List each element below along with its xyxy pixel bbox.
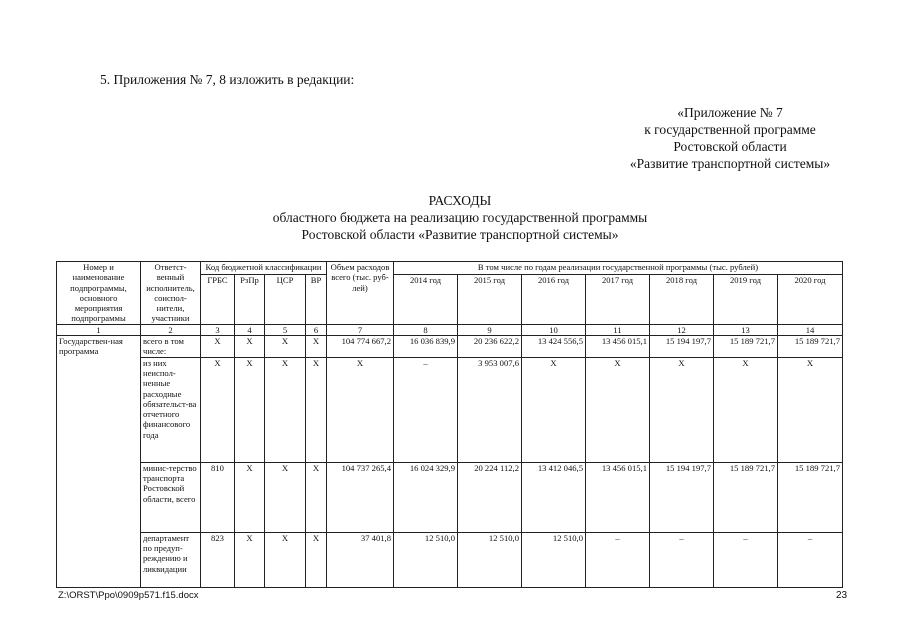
header-vr: ВР [306,274,327,324]
title-line: РАСХОДЫ [428,193,492,208]
header-year-2020: 2020 год [778,274,843,324]
column-number: 3 [201,324,235,335]
year-value-cell: Х [650,357,714,462]
year-value-cell: Х [714,357,778,462]
vr-cell: Х [306,336,327,358]
header-budget-classification: Код бюджетной классификации [201,262,327,275]
year-value-cell: 15 189 721,7 [778,462,843,532]
total-cell: 104 774 667,2 [327,336,394,358]
appendix-line: «Приложение № 7 [677,105,783,120]
header-csr: ЦСР [265,274,306,324]
column-number: 8 [394,324,458,335]
expenses-table [56,261,843,588]
table-row [57,336,843,358]
year-value-cell: – [778,532,843,587]
header-year-2014: 2014 год [394,274,458,324]
year-value-cell: – [714,532,778,587]
appendix-heading [520,104,905,172]
year-value-cell: Х [586,357,650,462]
page-number: 23 [836,590,848,601]
year-value-cell: 13 412 046,5 [522,462,586,532]
executor-cell: минис-терство транспорта Ростовской области, всего [141,462,201,532]
year-value-cell: Х [522,357,586,462]
column-number: 6 [306,324,327,335]
column-number: 7 [327,324,394,335]
year-value-cell: – [586,532,650,587]
column-number: 2 [141,324,201,335]
title-line: Ростовской области «Развитие транспортной системы» [301,227,619,242]
year-value-cell: 15 194 197,7 [650,462,714,532]
total-cell: 104 737 265,4 [327,462,394,532]
header-total-volume: Объем расходов всего (тыс. руб-лей) [327,262,394,325]
header-rzpr: РзПр [235,274,265,324]
document-title [150,192,770,243]
year-value-cell: 20 224 112,2 [458,462,522,532]
csr-cell: Х [265,357,306,462]
header-executor: Ответст-венный исполнитель, соиспол-нители, участники [141,262,201,325]
table-row [57,462,843,532]
year-value-cell: 12 510,0 [522,532,586,587]
column-number: 5 [265,324,306,335]
rzpr-cell: Х [235,532,265,587]
csr-cell: Х [265,336,306,358]
grbs-cell: Х [201,336,235,358]
year-value-cell: 16 024 329,9 [394,462,458,532]
column-number-row [57,324,843,335]
total-cell: Х [327,357,394,462]
year-value-cell: 12 510,0 [458,532,522,587]
rzpr-cell: Х [235,357,265,462]
header-by-years: В том числе по годам реализации государственной программы (тыс. рублей) [394,262,843,275]
footer-file-path: Z:\ORST\Ppo\0909p571.f15.docx [58,590,199,601]
csr-cell: Х [265,532,306,587]
column-number: 13 [714,324,778,335]
grbs-cell: 823 [201,532,235,587]
year-value-cell: 13 456 015,1 [586,336,650,358]
column-number: 4 [235,324,265,335]
header-year-2019: 2019 год [714,274,778,324]
year-value-cell: 15 189 721,7 [714,462,778,532]
column-number: 1 [57,324,141,335]
year-value-cell: 13 424 556,5 [522,336,586,358]
header-grbs: ГРБС [201,274,235,324]
executor-cell: департамент по предуп-реждению и ликвидации [141,532,201,587]
table-row [57,532,843,587]
column-number: 10 [522,324,586,335]
year-value-cell: 15 189 721,7 [714,336,778,358]
header-year-2018: 2018 год [650,274,714,324]
grbs-cell: 810 [201,462,235,532]
year-value-cell: 20 236 622,2 [458,336,522,358]
year-value-cell: Х [778,357,843,462]
year-value-cell: – [650,532,714,587]
header-year-2017: 2017 год [586,274,650,324]
appendix-line: Ростовской области [673,139,787,154]
header-year-2016: 2016 год [522,274,586,324]
program-name-cell: Государствен-ная программа [57,336,141,588]
year-value-cell: 13 456 015,1 [586,462,650,532]
title-line: областного бюджета на реализацию государственной программы [272,210,648,225]
year-value-cell: 12 510,0 [394,532,458,587]
csr-cell: Х [265,462,306,532]
vr-cell: Х [306,532,327,587]
vr-cell: Х [306,357,327,462]
total-cell: 37 401,8 [327,532,394,587]
column-number: 11 [586,324,650,335]
header-program: Номер и наименование подпрограммы, основного мероприятия подпрограммы [57,262,141,325]
column-number: 9 [458,324,522,335]
vr-cell: Х [306,462,327,532]
header-year-2015: 2015 год [458,274,522,324]
executor-cell: из них неиспол-ненные расходные обязательст-ва отчетного финансового года [141,357,201,462]
year-value-cell: – [394,357,458,462]
intro-text: 5. Приложения № 7, 8 изложить в редакции: [100,72,355,87]
grbs-cell: Х [201,357,235,462]
year-value-cell: 15 194 197,7 [650,336,714,358]
column-number: 14 [778,324,843,335]
year-value-cell: 3 953 007,6 [458,357,522,462]
column-number: 12 [650,324,714,335]
table-row [57,357,843,462]
year-value-cell: 16 036 839,9 [394,336,458,358]
rzpr-cell: Х [235,336,265,358]
executor-cell: всего в том числе: [141,336,201,358]
year-value-cell: 15 189 721,7 [778,336,843,358]
rzpr-cell: Х [235,462,265,532]
appendix-line: к государственной программе [644,122,816,137]
appendix-line: «Развитие транспортной системы» [629,156,831,171]
